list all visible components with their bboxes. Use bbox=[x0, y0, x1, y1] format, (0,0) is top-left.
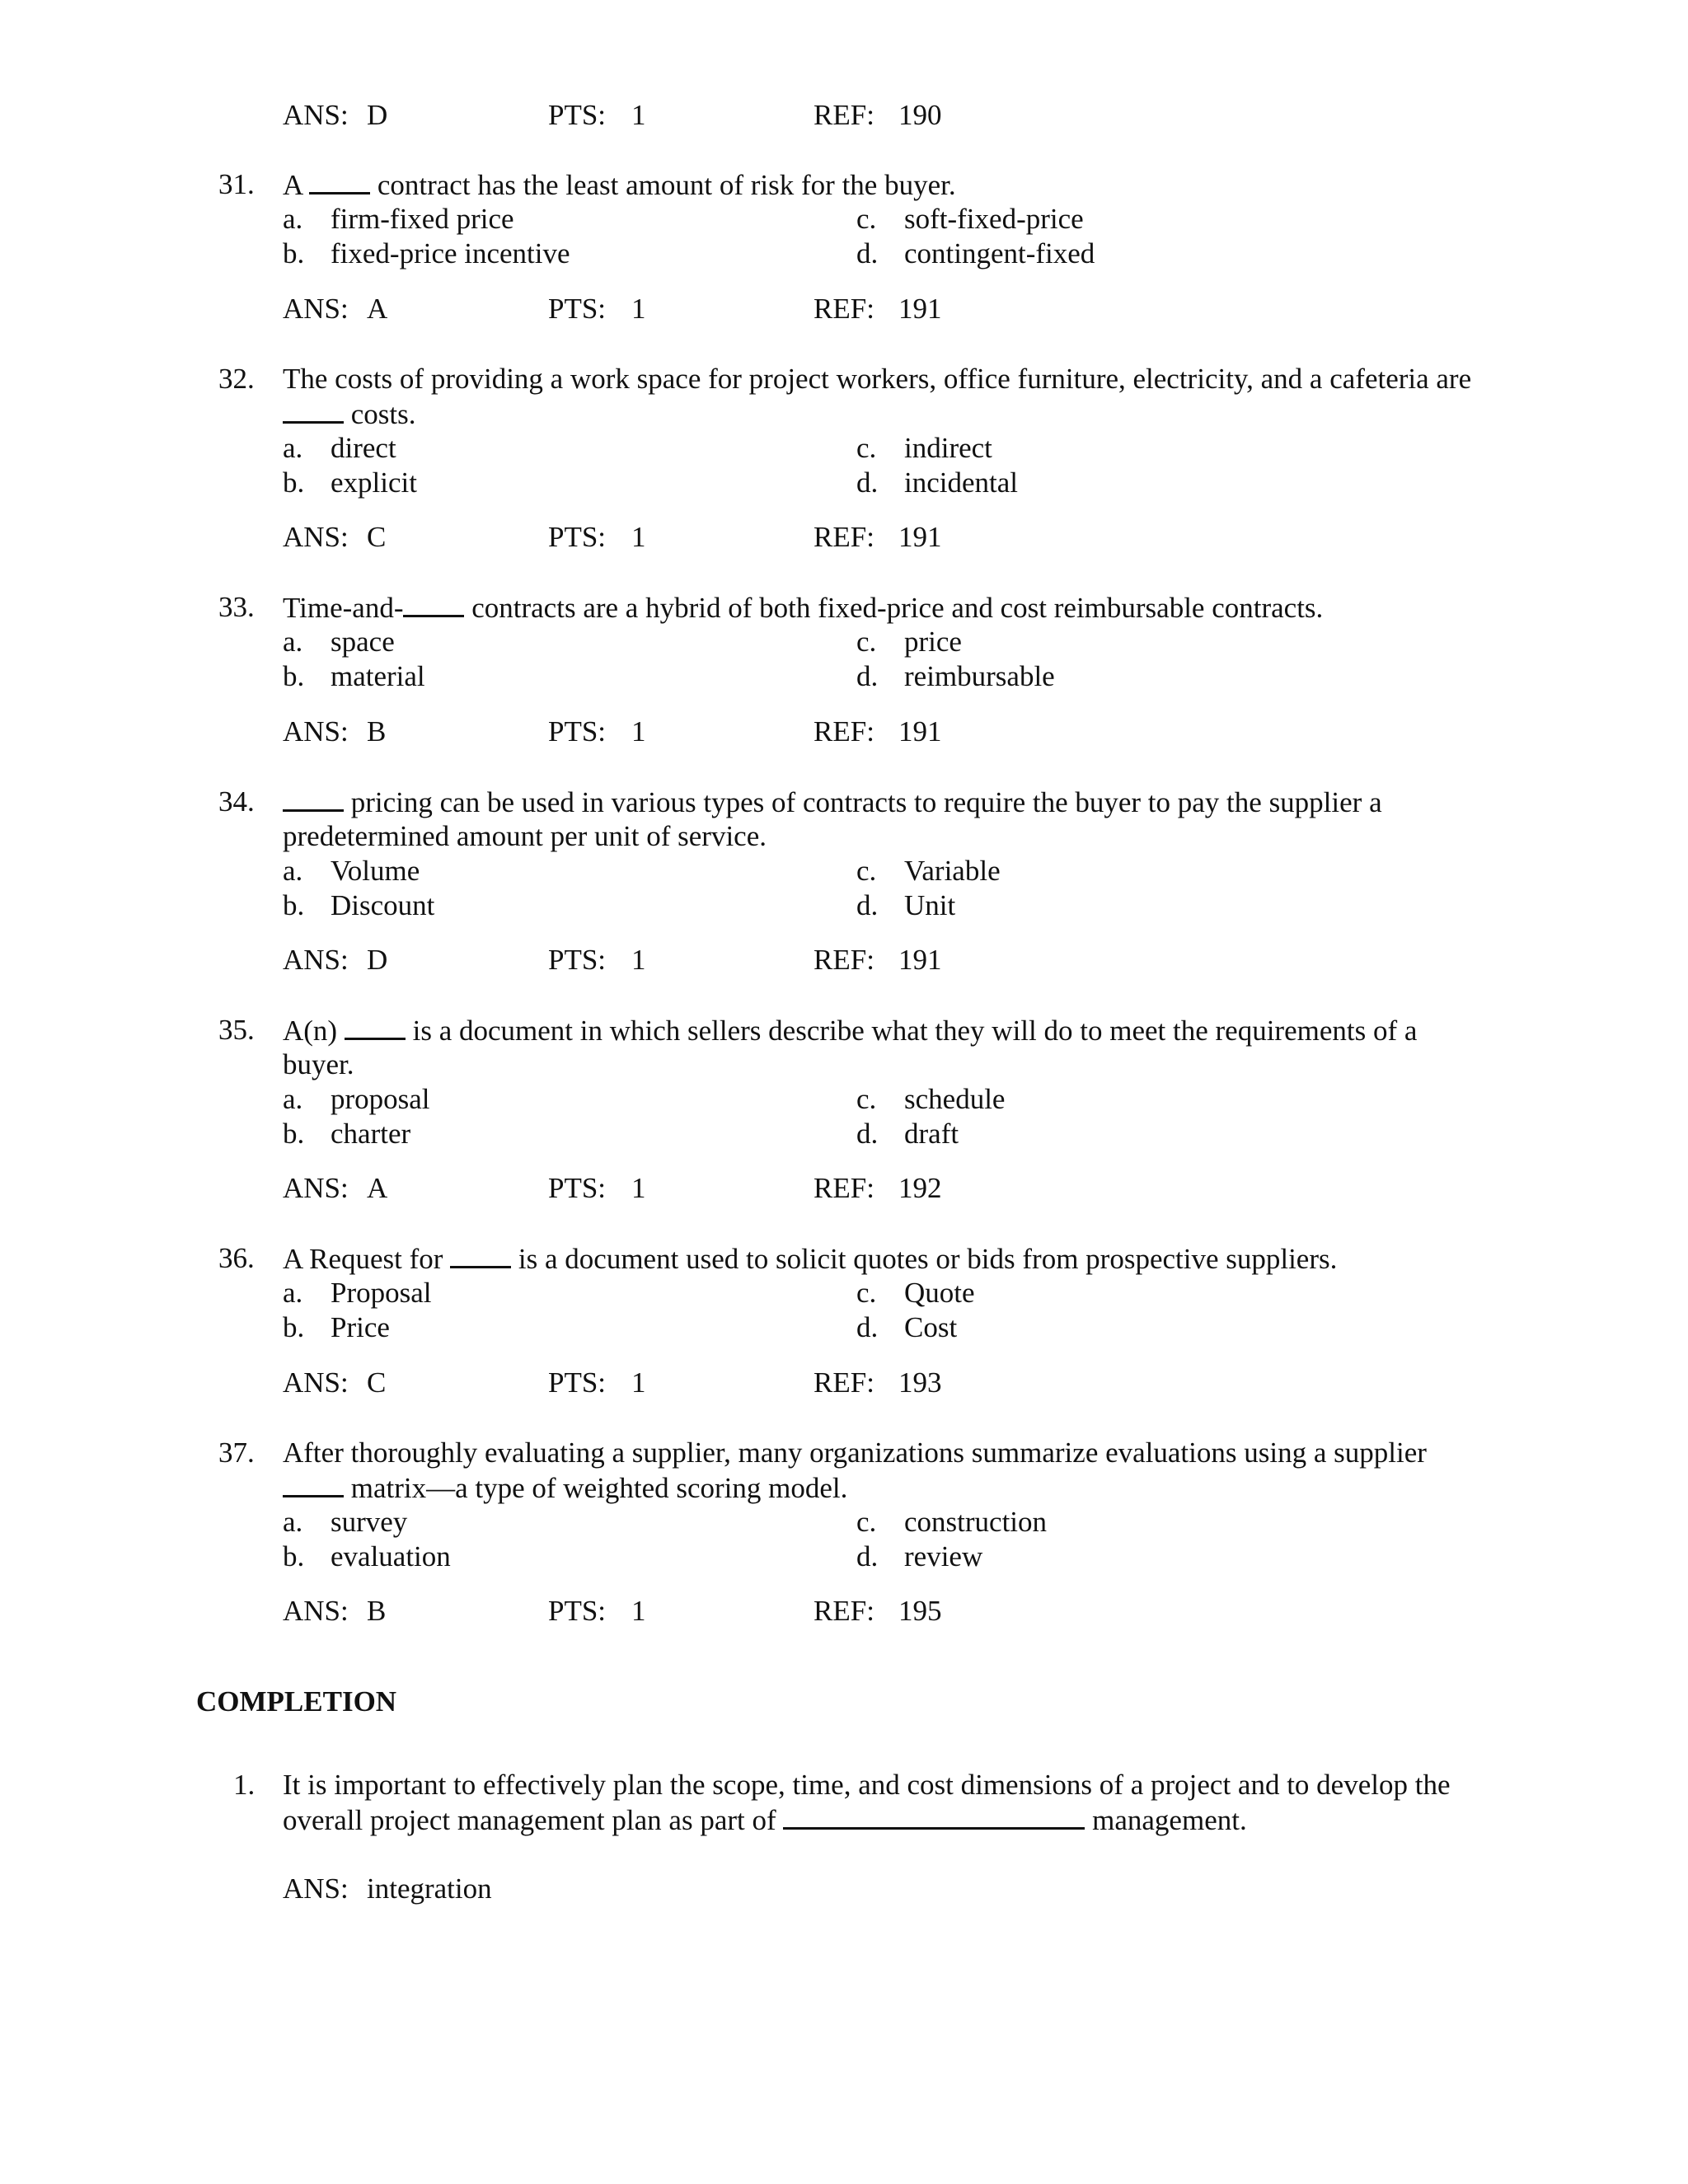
ref-value: 192 bbox=[898, 1172, 942, 1204]
question-text-pre: A bbox=[283, 169, 310, 201]
ref-value: 191 bbox=[898, 293, 942, 325]
question-text bbox=[283, 1241, 1519, 1276]
pts-value: 1 bbox=[631, 1595, 646, 1627]
answer-blank bbox=[309, 167, 370, 194]
choice-text: review bbox=[904, 1540, 983, 1572]
choice-letter: a. bbox=[283, 1506, 303, 1538]
pts-value: 1 bbox=[631, 715, 646, 748]
choice-text: contingent-fixed bbox=[904, 237, 1095, 269]
choice-text: price bbox=[904, 626, 962, 658]
choice-letter: b. bbox=[283, 237, 305, 269]
choice-letter: d. bbox=[856, 1540, 879, 1572]
choice-letter: c. bbox=[856, 1083, 877, 1115]
ans-label: ANS: bbox=[283, 99, 349, 131]
question-text-post: pricing can be used in various types of contracts to require the buyer to pay the supplier a bbox=[344, 786, 1382, 818]
choice-text: soft-fixed-price bbox=[904, 203, 1084, 235]
choice-text: reimbursable bbox=[904, 660, 1055, 692]
question-text-post: contracts are a hybrid of both fixed-price and cost reimbursable contracts. bbox=[464, 592, 1324, 624]
choice-text: incidental bbox=[904, 466, 1019, 499]
choice-text: firm-fixed price bbox=[331, 203, 514, 235]
choice-letter: b. bbox=[283, 466, 305, 499]
choice-text: material bbox=[331, 660, 425, 692]
question-text-line2: predetermined amount per unit of service. bbox=[283, 820, 767, 852]
ans-label: ANS: bbox=[283, 715, 349, 748]
pts-label: PTS: bbox=[548, 715, 607, 748]
pts-value: 1 bbox=[631, 944, 646, 976]
choice-text: space bbox=[331, 626, 395, 658]
choice-text: Unit bbox=[904, 889, 956, 921]
question-number: 1. bbox=[233, 1769, 256, 1801]
ref-label: REF: bbox=[814, 715, 874, 748]
question-text-line1: After thoroughly evaluating a supplier, many organizations summarize evaluations using a supplier bbox=[283, 1436, 1427, 1469]
ans-value: integration bbox=[367, 1872, 492, 1905]
question-number: 31. bbox=[218, 168, 255, 200]
choice-text: charter bbox=[331, 1118, 411, 1150]
question-text bbox=[283, 1013, 1519, 1082]
ans-value: C bbox=[367, 521, 387, 553]
answer-blank bbox=[283, 785, 344, 812]
choice-letter: d. bbox=[856, 466, 879, 499]
pts-label: PTS: bbox=[548, 1595, 607, 1627]
choice-text: survey bbox=[331, 1506, 408, 1538]
ref-label: REF: bbox=[814, 521, 874, 553]
question-number: 35. bbox=[218, 1014, 255, 1046]
ans-value: A bbox=[367, 293, 388, 325]
question-number: 33. bbox=[218, 591, 255, 623]
question-text bbox=[283, 167, 1519, 202]
ans-value: D bbox=[367, 944, 388, 976]
choice-text: schedule bbox=[904, 1083, 1006, 1115]
choice-text: explicit bbox=[331, 466, 417, 499]
answer-blank bbox=[450, 1241, 511, 1268]
choice-letter: c. bbox=[856, 855, 877, 887]
choice-text: evaluation bbox=[331, 1540, 451, 1572]
choice-letter: a. bbox=[283, 1083, 303, 1115]
question-text-line1: The costs of providing a work space for project workers, office furniture, electricity, and a cafeteria are bbox=[283, 363, 1472, 395]
ans-value: B bbox=[367, 1595, 387, 1627]
question-text-post: is a document in which sellers describe what they will do to meet the requirements of a bbox=[405, 1015, 1418, 1047]
ans-label: ANS: bbox=[283, 521, 349, 553]
pts-label: PTS: bbox=[548, 521, 607, 553]
choice-letter: b. bbox=[283, 1118, 305, 1150]
answer-blank bbox=[783, 1802, 1085, 1830]
ref-value: 191 bbox=[898, 521, 942, 553]
ref-label: REF: bbox=[814, 1595, 874, 1627]
ref-value: 191 bbox=[898, 944, 942, 976]
pts-value: 1 bbox=[631, 1366, 646, 1399]
answer-blank bbox=[403, 590, 464, 617]
pts-label: PTS: bbox=[548, 293, 607, 325]
ans-label: ANS: bbox=[283, 1872, 349, 1905]
section-heading-completion: COMPLETION bbox=[196, 1685, 397, 1718]
answer-blank bbox=[283, 1470, 344, 1497]
ans-value: B bbox=[367, 715, 387, 748]
question-number: 34. bbox=[218, 785, 255, 818]
question-text bbox=[283, 362, 1519, 431]
choice-text: Volume bbox=[331, 855, 420, 887]
question-text-pre: Time-and- bbox=[283, 592, 404, 624]
ans-value: D bbox=[367, 99, 388, 131]
question-text-pre: overall project management plan as part of bbox=[283, 1804, 784, 1836]
choice-letter: b. bbox=[283, 889, 305, 921]
ref-label: REF: bbox=[814, 1172, 874, 1204]
pts-label: PTS: bbox=[548, 99, 607, 131]
question-text-post: contract has the least amount of risk for the buyer. bbox=[370, 169, 956, 201]
choice-letter: c. bbox=[856, 203, 877, 235]
choice-letter: a. bbox=[283, 626, 303, 658]
pts-label: PTS: bbox=[548, 1172, 607, 1204]
choice-text: Variable bbox=[904, 855, 1001, 887]
choice-letter: d. bbox=[856, 237, 879, 269]
question-text bbox=[283, 1436, 1519, 1505]
ref-label: REF: bbox=[814, 293, 874, 325]
question-number: 36. bbox=[218, 1242, 255, 1274]
question-text-post: matrix—a type of weighted scoring model. bbox=[344, 1472, 848, 1504]
ref-value: 190 bbox=[898, 99, 942, 131]
choice-letter: a. bbox=[283, 1277, 303, 1309]
choice-text: Price bbox=[331, 1311, 390, 1343]
ref-value: 195 bbox=[898, 1595, 942, 1627]
choice-letter: d. bbox=[856, 660, 879, 692]
choice-letter: b. bbox=[283, 1311, 305, 1343]
choice-letter: b. bbox=[283, 660, 305, 692]
choice-text: draft bbox=[904, 1118, 959, 1150]
ans-label: ANS: bbox=[283, 1595, 349, 1627]
ref-label: REF: bbox=[814, 944, 874, 976]
question-text-post: is a document used to solicit quotes or bids from prospective suppliers. bbox=[511, 1243, 1338, 1275]
question-number: 32. bbox=[218, 363, 255, 395]
choice-text: indirect bbox=[904, 432, 992, 464]
choice-text: Proposal bbox=[331, 1277, 432, 1309]
ans-label: ANS: bbox=[283, 293, 349, 325]
question-text-line1: It is important to effectively plan the scope, time, and cost dimensions of a project and to develop the bbox=[283, 1769, 1451, 1801]
question-text-line2: buyer. bbox=[283, 1048, 354, 1080]
question-text-post: costs. bbox=[344, 398, 416, 430]
question-text bbox=[283, 785, 1519, 854]
ans-label: ANS: bbox=[283, 944, 349, 976]
choice-text: Quote bbox=[904, 1277, 975, 1309]
ans-label: ANS: bbox=[283, 1172, 349, 1204]
choice-text: Cost bbox=[904, 1311, 958, 1343]
question-text bbox=[283, 590, 1519, 625]
choice-letter: c. bbox=[856, 626, 877, 658]
choice-letter: a. bbox=[283, 432, 303, 464]
question-text bbox=[283, 1768, 1519, 1837]
question-text-post: management. bbox=[1085, 1804, 1247, 1836]
ans-value: A bbox=[367, 1172, 388, 1204]
choice-letter: b. bbox=[283, 1540, 305, 1572]
question-text-pre: A Request for bbox=[283, 1243, 451, 1275]
pts-label: PTS: bbox=[548, 944, 607, 976]
choice-letter: d. bbox=[856, 1311, 879, 1343]
pts-value: 1 bbox=[631, 99, 646, 131]
pts-value: 1 bbox=[631, 1172, 646, 1204]
answer-blank bbox=[345, 1013, 406, 1040]
pts-value: 1 bbox=[631, 521, 646, 553]
choice-text: fixed-price incentive bbox=[331, 237, 570, 269]
choice-letter: a. bbox=[283, 855, 303, 887]
ans-label: ANS: bbox=[283, 1366, 349, 1399]
choice-text: Discount bbox=[331, 889, 435, 921]
ans-value: C bbox=[367, 1366, 387, 1399]
ref-label: REF: bbox=[814, 1366, 874, 1399]
answer-blank bbox=[283, 396, 344, 424]
choice-letter: a. bbox=[283, 203, 303, 235]
choice-text: direct bbox=[331, 432, 396, 464]
ref-value: 191 bbox=[898, 715, 942, 748]
pts-value: 1 bbox=[631, 293, 646, 325]
ref-label: REF: bbox=[814, 99, 874, 131]
pts-label: PTS: bbox=[548, 1366, 607, 1399]
choice-letter: c. bbox=[856, 432, 877, 464]
choice-text: proposal bbox=[331, 1083, 430, 1115]
question-text-pre: A(n) bbox=[283, 1015, 345, 1047]
choice-letter: d. bbox=[856, 1118, 879, 1150]
choice-text: construction bbox=[904, 1506, 1048, 1538]
choice-letter: d. bbox=[856, 889, 879, 921]
ref-value: 193 bbox=[898, 1366, 942, 1399]
question-number: 37. bbox=[218, 1436, 255, 1469]
choice-letter: c. bbox=[856, 1277, 877, 1309]
choice-letter: c. bbox=[856, 1506, 877, 1538]
